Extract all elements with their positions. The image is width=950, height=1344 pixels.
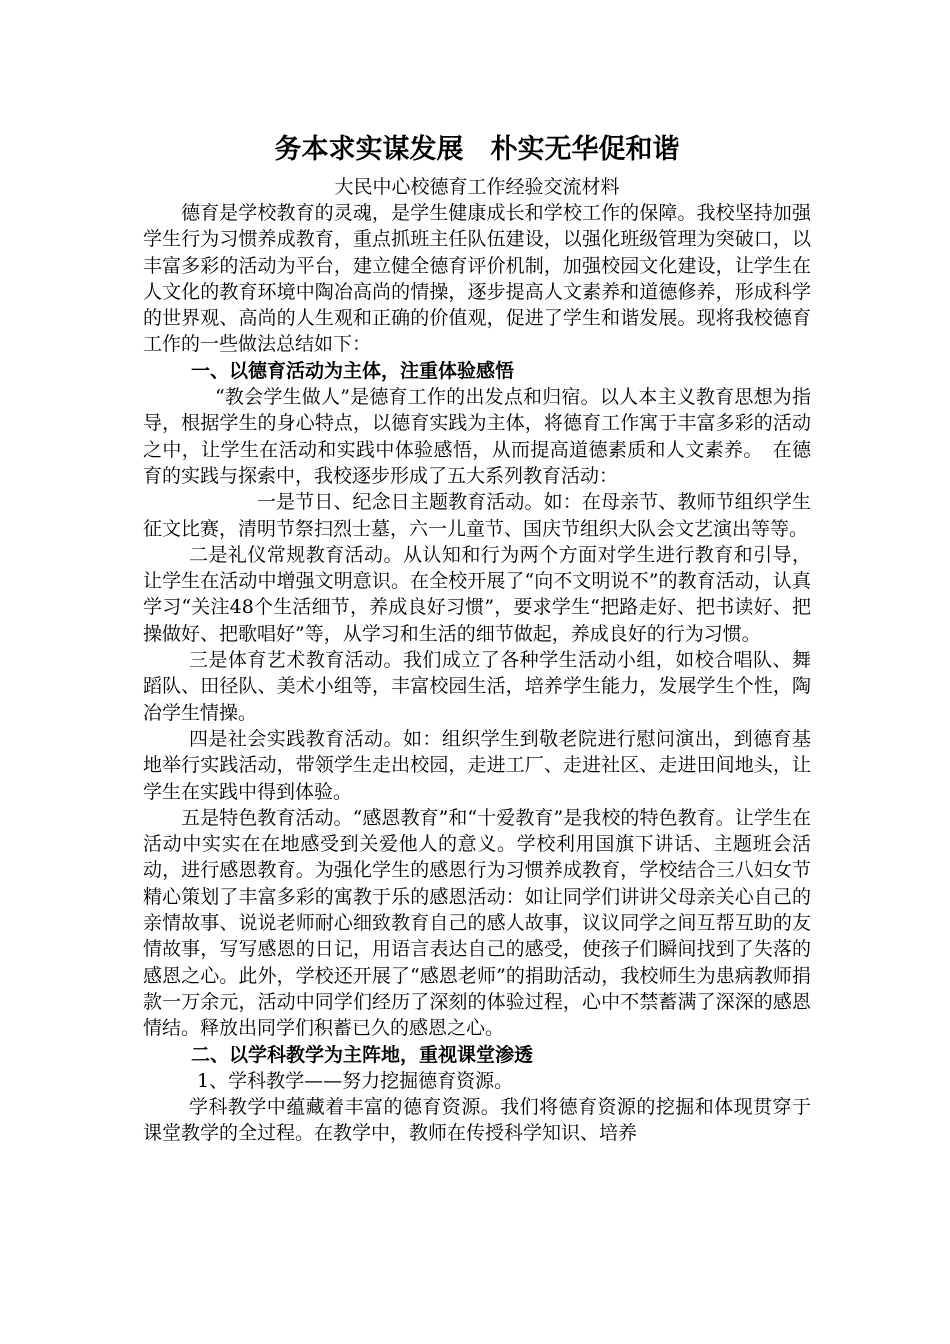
intro-paragraph: 德育是学校教育的灵魂，是学生健康成长和学校工作的保障。我校坚持加强学生行为习惯养成教育，重点抓班主任队伍建设，以强化班级管理为突破口，以丰富多彩的活动为平台，建立健全德育评价机制，加强校园文化建设，让学生在人文化的教育环境中陶冶高尚的情操，逐步提高人文素养和道德修养，形成科学的世界观、高尚的人生观和正确的价值观，促进了学生和谐发展。现将我校德育工作的一些做法总结如下： bbox=[143, 202, 811, 356]
activity-1-paragraph: 一是节日、纪念日主题教育活动。如：在母亲节、教师节组织学生征文比赛，清明节祭扫烈士墓，六一儿童节、国庆节组织大队会文艺演出等等。 bbox=[143, 491, 811, 540]
document-subtitle: 大民中心校德育工作经验交流材料 bbox=[334, 176, 620, 198]
activity-5-paragraph: 五是特色教育活动。“感恩教育”和“十爱教育”是我校的特色教育。让学生在活动中实实在在地感受到关爱他人的意义。学校利用国旗下讲话、主题班会活动，进行感恩教育。为强化学生的感恩行为习惯养成教育，学校结合三八妇女节精心策划了丰富多彩的寓教于乐的感恩活动：如让同学们讲讲父母亲关心自己的亲情故事、说说老师耐心细致教育自己的感人故事，议议同学之间互帮互助的友情故事，写写感恩的日记，用语言表达自己的感受，使孩子们瞬间找到了失落的感恩之心。此外，学校还开展了“感恩老师”的捐助活动，我校师生为患病教师捐款一万余元，活动中同学们经历了深刻的体验过程，心中不禁蓄满了深深的感恩情结。释放出同学们积蓄已久的感恩之心。 bbox=[143, 806, 811, 1040]
subsection-1-paragraph: 学科教学中蕴藏着丰富的德育资源。我们将德育资源的挖掘和体现贯穿于课堂教学的全过程。在教学中，教师在传授科学知识、培养 bbox=[143, 1096, 811, 1145]
activity-3-paragraph: 三是体育艺术教育活动。我们成立了各种学生活动小组，如校合唱队、舞蹈队、田径队、美术小组等，丰富校园生活，培养学生能力，发展学生个性，陶冶学生情操。 bbox=[143, 649, 811, 724]
section-heading-2: 二、以学科教学为主阵地，重视课堂渗透 bbox=[191, 1043, 534, 1066]
section-1-intro-paragraph: “教会学生做人”是德育工作的出发点和归宿。以人本主义教育思想为指导，根据学生的身心特点，以德育实践为主体，将德育工作寓于丰富多彩的活动之中，让学生在活动和实践中体验感悟，从而提高道德素质和人文素养。 在德育的实践与探索中，我校逐步形成了五大系列教育活动： bbox=[143, 386, 811, 487]
activity-2-paragraph: 二是礼仪常规教育活动。从认知和行为两个方面对学生进行教育和引导，让学生在活动中增强文明意识。在全校开展了“向不文明说不”的教育活动，认真学习“关注48个生活细节，养成良好习惯”，要求学生“把路走好、把书读好、把操做好、把歌唱好”等，从学习和生活的细节做起，养成良好的行为习惯。 bbox=[143, 543, 811, 645]
document-page bbox=[143, 130, 811, 1147]
subsection-heading-1: 1、学科教学——努力挖掘德育资源。 bbox=[197, 1069, 514, 1092]
document-title: 务本求实谋发展 朴实无华促和谐 bbox=[274, 134, 680, 165]
activity-4-paragraph: 四是社会实践教育活动。如：组织学生到敬老院进行慰问演出，到德育基地举行实践活动，带领学生走出校园，走进工厂、走进社区、走进田间地头，让学生在实践中得到体验。 bbox=[143, 727, 811, 803]
section-heading-1: 一、以德育活动为主体，注重体验感悟 bbox=[191, 359, 515, 382]
